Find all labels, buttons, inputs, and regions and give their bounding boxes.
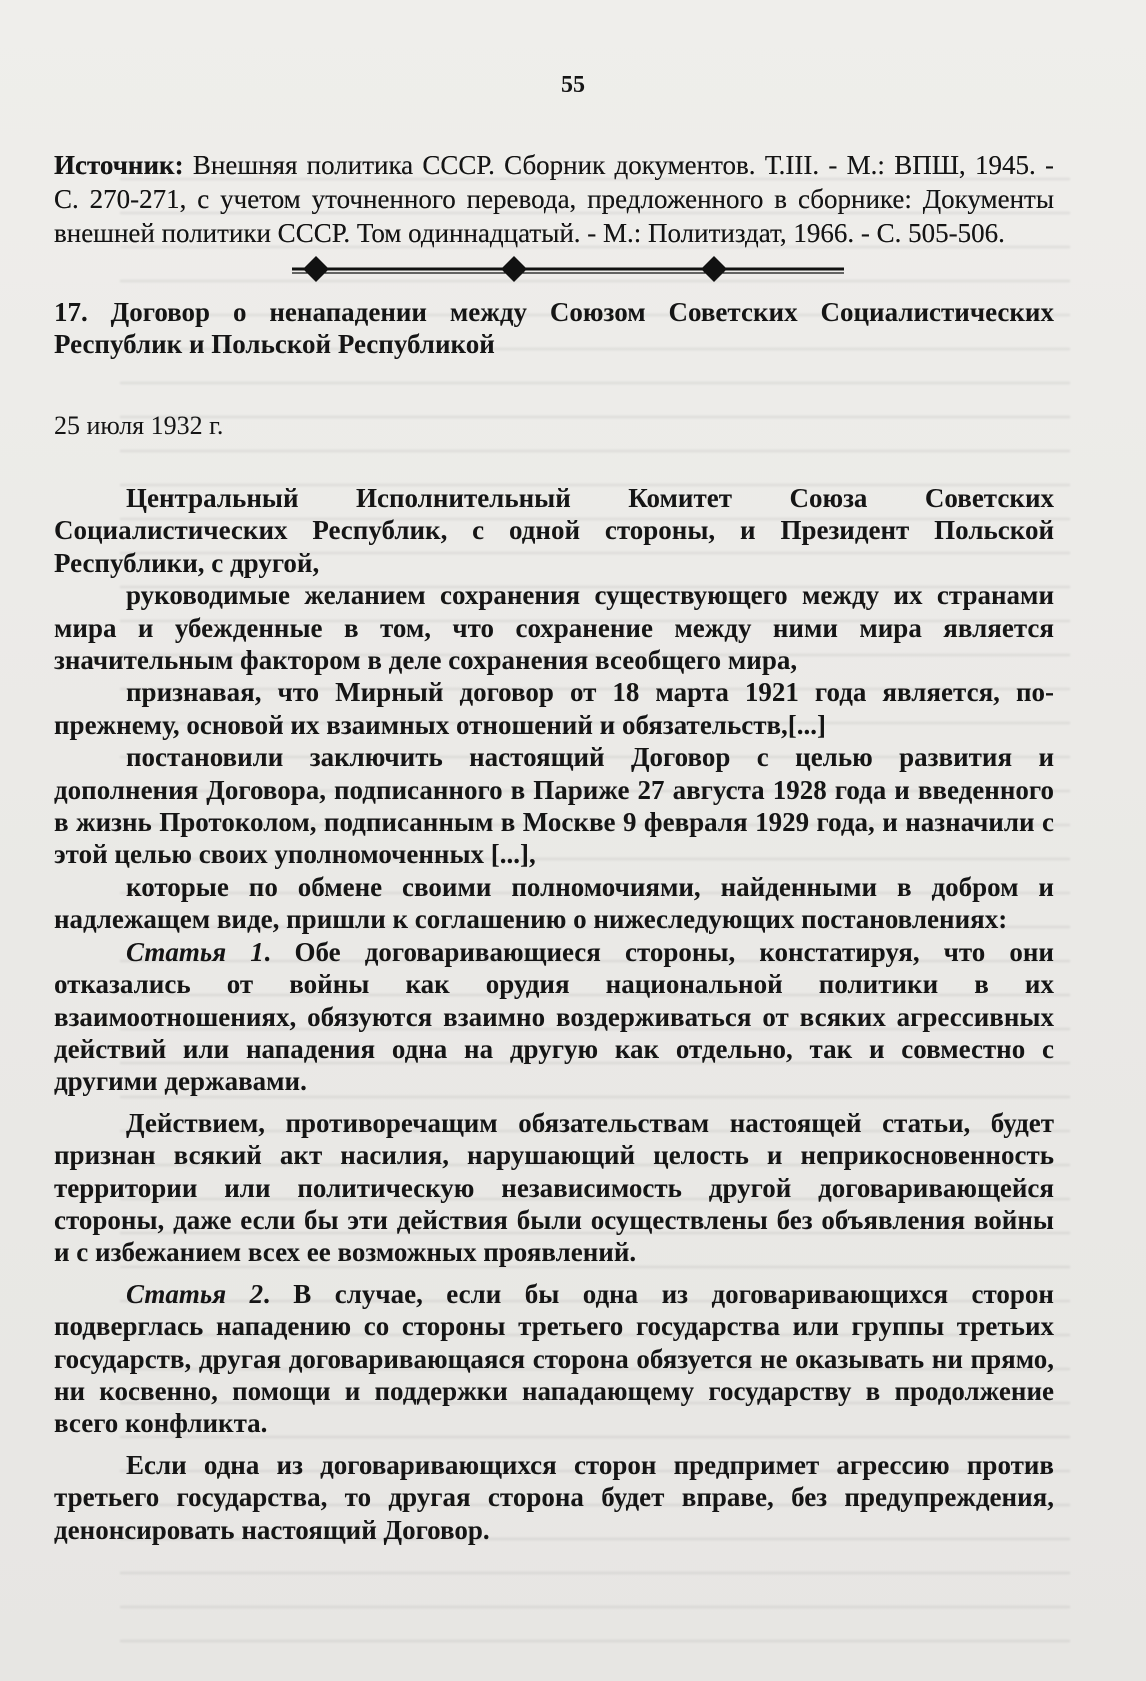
page-content — [54, 148, 1054, 1546]
diamond-icon — [701, 256, 727, 282]
page-number: 55 — [561, 72, 585, 98]
divider-ornament — [54, 252, 1054, 286]
article-2-label: Статья 2 — [126, 1278, 264, 1309]
diamond-icon — [303, 256, 329, 282]
article-2 — [54, 1278, 1054, 1440]
paragraph: постановили заключить настоящий Договор с целью развития и дополнения Договора, подписанного в Париже 27 августа 1928 года и введенного в жизнь Протоколом, подписанным в Москве 9 февраля 1929 года, и назначили с этой целью своих уполномоченных [...], — [54, 742, 1054, 870]
treaty-body — [54, 482, 1054, 1546]
paragraph: которые по обмене своими полномочиями, найденными в добром и надлежащем виде, пришли к соглашению о нижеследующих постановлениях: — [54, 871, 1054, 935]
source-text: Внешняя политика СССР. Сборник документов. Т.III. - М.: ВПШ, 1945. - С. 270-271, с учетом уточненного перевода, предложенного в сборнике: Документы внешней политики СССР. Том одиннадцатый. - М.: Политиздат, 1966. - С. 505-506. — [54, 150, 1054, 248]
section-divider — [54, 252, 1054, 286]
article-1-text: . Обе договаривающиеся стороны, констатируя, что они отказались от войны как орудия национальной политики в их взаимоотношениях, обязуются взаимно воздерживаться от всяких агрессивных действий или нападения одна на другую как отдельно, так и совместно с другими державами. — [54, 936, 1054, 1097]
paragraph: признавая, что Мирный договор от 18 марта 1921 года является, по-прежнему, основой их взаимных отношений и обязательств,[...] — [54, 677, 1054, 740]
source-label: Источник: — [54, 150, 184, 180]
article-2-text: . В случае, если бы одна из договаривающихся сторон подверглась нападению со стороны третьего государства или группы третьих государств, другая договаривающаяся сторона обязуется не оказывать ни прямо, ни косвенно, помощи и поддержки нападающему государству в продолжение всего конфликта. — [54, 1278, 1054, 1439]
diamond-icon — [501, 256, 527, 282]
paragraph: руководимые желанием сохранения существующего между их странами мира и убежденные в том, что сохранение между ними мира является значительным фактором в деле сохранения всеобщего мира, — [54, 580, 1054, 676]
document-title: 17. Договор о ненападении между Союзом Советских Социалистических Республик и Польской Республикой — [54, 297, 1054, 359]
article-1 — [54, 936, 1054, 1098]
document-date: 25 июля 1932 г. — [54, 411, 224, 440]
paragraph: Центральный Исполнительный Комитет Союза Советских Социалистических Республик, с одной стороны, и Президент Польской Республики, с другой, — [54, 483, 1054, 578]
paragraph: Действием, противоречащим обязательствам настоящей статьи, будет признан всякий акт насилия, нарушающий целость и неприкосновенность территории или политическую независимость другой договаривающейся стороны, даже если бы эти действия были осуществлены без объявления войны и с избежанием всех ее возможных проявлений. — [54, 1107, 1054, 1268]
paragraph: Если одна из договаривающихся сторон предпримет агрессию против третьего государства, то другая сторона будет вправе, без предупреждения, денонсировать настоящий Договор. — [54, 1449, 1054, 1545]
source-citation — [54, 148, 1054, 250]
article-1-label: Статья 1 — [126, 936, 264, 967]
